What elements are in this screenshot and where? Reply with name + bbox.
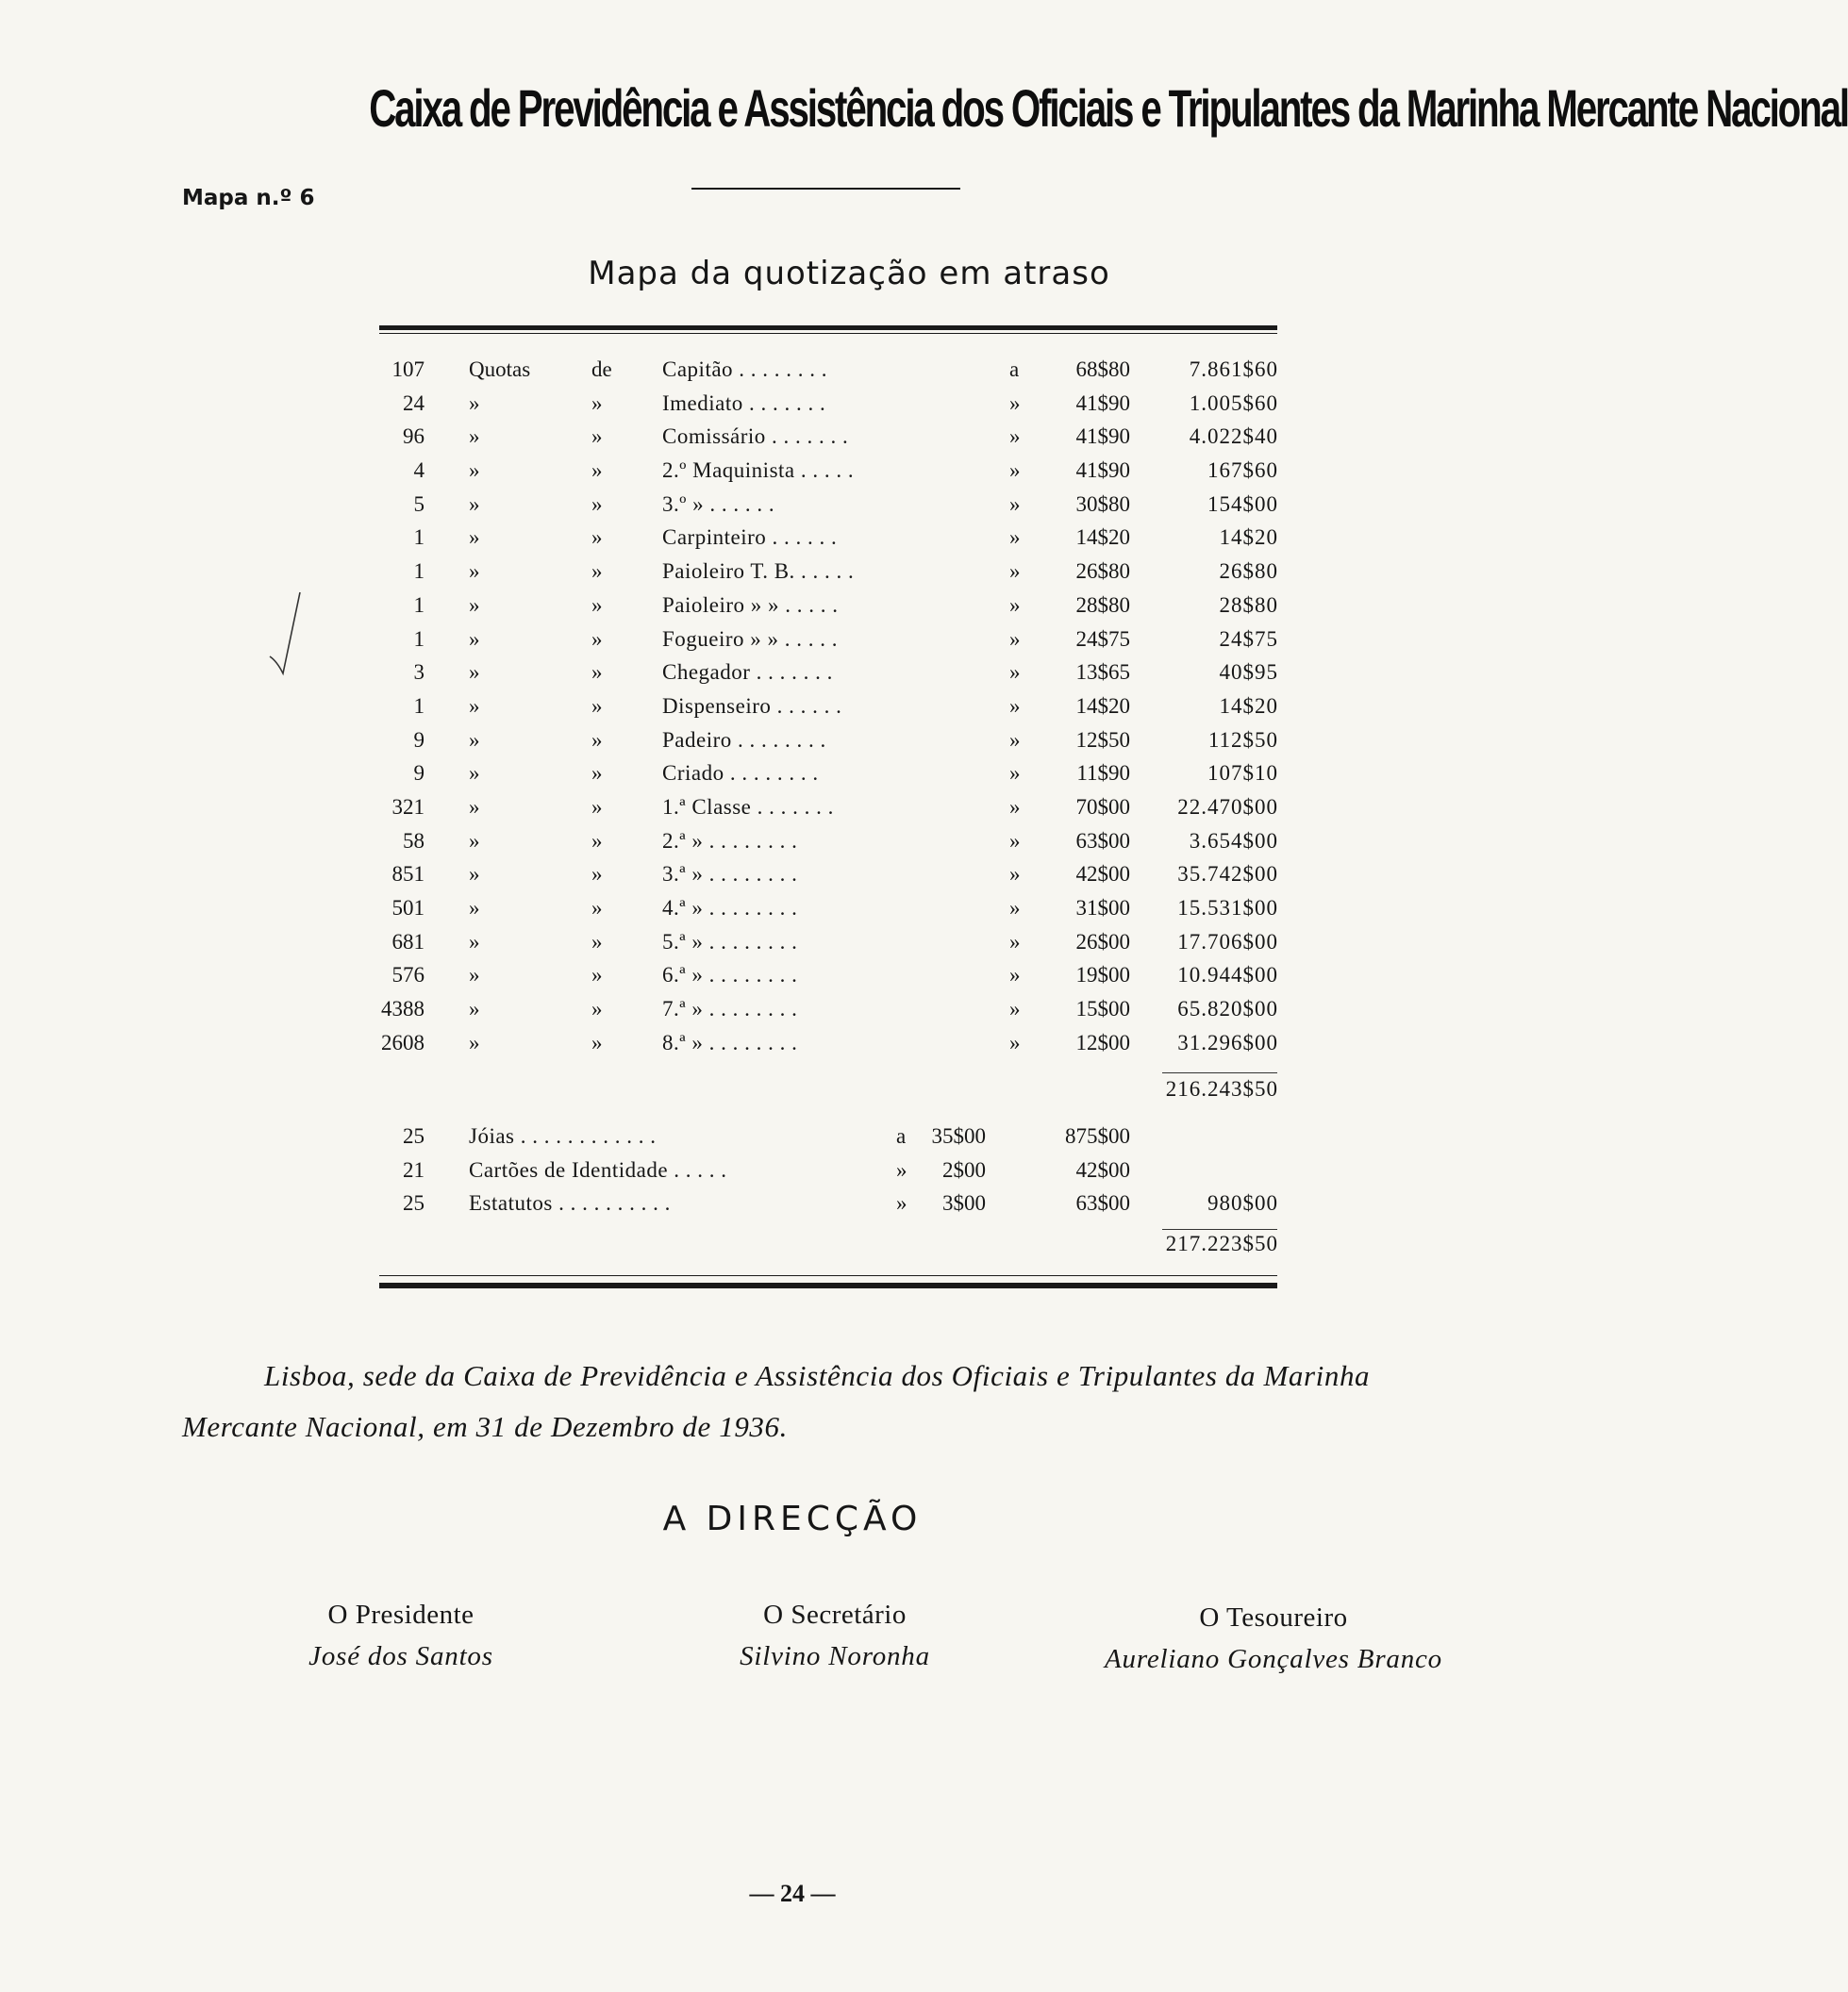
row-quotas: Quotas	[469, 357, 531, 381]
table-top-thin-rule	[379, 333, 1277, 334]
row-a: »	[1009, 997, 1021, 1021]
row-a: »	[1009, 693, 1021, 718]
row-de: »	[591, 794, 603, 819]
row-rate: 14$20	[1075, 525, 1130, 550]
row-rate: 41$90	[1075, 390, 1130, 415]
row-a: »	[1009, 525, 1021, 550]
row-rate: 12$00	[1075, 1030, 1130, 1054]
row-rate: 68$80	[1075, 357, 1130, 381]
row-a: »	[896, 1191, 907, 1216]
signatory-role: O Presidente	[327, 1600, 474, 1630]
row-rate: 41$90	[1075, 458, 1130, 483]
row-total: 4.022$40	[1189, 424, 1278, 449]
row-a: »	[1009, 660, 1021, 685]
row-total: 14$20	[1219, 693, 1278, 718]
row-de: »	[591, 963, 603, 988]
row-quantity: 681	[391, 929, 425, 954]
row-quotas: »	[469, 660, 480, 685]
row-quantity: 1	[413, 592, 425, 617]
row-category: 6.ª » . . . . . . . .	[662, 963, 798, 988]
row-a: »	[1009, 929, 1021, 954]
row-category: 8.ª » . . . . . . . .	[662, 1030, 798, 1054]
table-row	[0, 689, 1585, 723]
row-amount: 42$00	[1075, 1157, 1130, 1182]
row-de: »	[591, 660, 603, 685]
table-row	[0, 1120, 1585, 1154]
row-total: 10.944$00	[1177, 963, 1278, 988]
table-bottom-thin-rule	[379, 1275, 1277, 1276]
row-a: »	[1009, 458, 1021, 483]
signatory-name: Silvino Noronha	[740, 1641, 930, 1671]
row-a: »	[1009, 626, 1021, 651]
row-total: 17.706$00	[1177, 929, 1278, 954]
row-category: Carpinteiro . . . . . .	[662, 525, 838, 550]
row-quotas: »	[469, 458, 480, 483]
row-quotas: »	[469, 794, 480, 819]
row-de: »	[591, 727, 603, 752]
row-category: Paioleiro » » . . . . .	[662, 592, 839, 617]
table-top-rule	[379, 325, 1277, 330]
header-divider	[691, 188, 960, 190]
quota-table	[0, 353, 1585, 1059]
row-quotas: »	[469, 559, 480, 584]
row-a: »	[1009, 390, 1021, 415]
row-quotas: »	[469, 896, 480, 920]
row-rate: 41$90	[1075, 424, 1130, 449]
row-quotas: »	[469, 1030, 480, 1054]
row-total: 112$50	[1207, 727, 1278, 752]
row-a: »	[896, 1157, 907, 1182]
row-quantity: 107	[391, 357, 425, 381]
row-a: »	[1009, 896, 1021, 920]
row-quantity: 9	[413, 727, 425, 752]
row-a: a	[896, 1124, 907, 1148]
row-de: »	[591, 424, 603, 449]
row-total: 26$80	[1219, 559, 1278, 584]
row-quantity: 21	[403, 1157, 425, 1182]
table-row	[0, 555, 1585, 589]
row-rate: 2$00	[942, 1157, 986, 1182]
signatory-treasurer	[1066, 1597, 1481, 1680]
table-row	[0, 1026, 1585, 1060]
row-total: 15.531$00	[1177, 896, 1278, 920]
table-row	[0, 723, 1585, 757]
row-a: a	[1009, 357, 1020, 381]
row-quantity: 501	[391, 896, 425, 920]
row-quotas: »	[469, 424, 480, 449]
row-quantity: 4	[413, 458, 425, 483]
row-category: 2.º Maquinista . . . . .	[662, 458, 855, 483]
row-quantity: 851	[391, 862, 425, 887]
table-row	[0, 622, 1585, 656]
row-total: 65.820$00	[1177, 997, 1278, 1021]
table-row	[0, 454, 1585, 488]
row-quantity: 1	[413, 525, 425, 550]
row-a: »	[1009, 963, 1021, 988]
row-de: »	[591, 458, 603, 483]
row-quantity: 1	[413, 693, 425, 718]
row-quotas: »	[469, 626, 480, 651]
row-quotas: »	[469, 862, 480, 887]
signatory-secretary	[679, 1594, 991, 1677]
signatory-role: O Tesoureiro	[1199, 1602, 1348, 1633]
row-de: »	[591, 390, 603, 415]
row-rate: 15$00	[1075, 997, 1130, 1021]
signatory-president	[245, 1594, 557, 1677]
row-de: »	[591, 693, 603, 718]
table-row	[0, 387, 1585, 421]
table-row	[0, 958, 1585, 992]
row-de: »	[591, 862, 603, 887]
row-quantity: 1	[413, 626, 425, 651]
row-rate: 11$90	[1076, 761, 1130, 786]
row-quotas: »	[469, 491, 480, 516]
row-a: »	[1009, 761, 1021, 786]
table-title: Mapa da quotização em atraso	[588, 255, 1110, 292]
row-total: 3.654$00	[1189, 828, 1278, 853]
row-total: 24$75	[1219, 626, 1278, 651]
row-quantity: 96	[403, 424, 425, 449]
row-category: Paioleiro T. B. . . . . .	[662, 559, 855, 584]
row-de: »	[591, 626, 603, 651]
row-de: »	[591, 592, 603, 617]
table-row	[0, 824, 1585, 858]
row-label: Cartões de Identidade . . . . .	[469, 1157, 727, 1182]
row-rate: 24$75	[1075, 626, 1130, 651]
row-quotas: »	[469, 761, 480, 786]
row-de: »	[591, 761, 603, 786]
row-amount: 63$00	[1075, 1191, 1130, 1216]
row-quantity: 4388	[381, 997, 425, 1021]
row-de: »	[591, 559, 603, 584]
table-row	[0, 925, 1585, 959]
row-de: »	[591, 929, 603, 954]
row-category: Criado . . . . . . . .	[662, 761, 819, 786]
row-quotas: »	[469, 963, 480, 988]
signatory-role: O Secretário	[763, 1600, 907, 1630]
row-quantity: 321	[391, 794, 425, 819]
row-a: »	[1009, 862, 1021, 887]
table-row	[0, 756, 1585, 790]
row-a: »	[1009, 828, 1021, 853]
row-quotas: »	[469, 525, 480, 550]
row-quantity: 576	[391, 963, 425, 988]
table-row	[0, 521, 1585, 555]
row-category: Dispenseiro . . . . . .	[662, 693, 842, 718]
direction-heading: A DIRECÇÃO	[662, 1500, 923, 1538]
row-total: 22.470$00	[1177, 794, 1278, 819]
row-rate: 28$80	[1075, 592, 1130, 617]
closing-paragraph: Lisboa, sede da Caixa de Previdência e Assistência dos Oficiais e Tripulantes da Marinha Mercante Nacional, em 31 de Dezembro de 1936.	[182, 1359, 1371, 1443]
row-de: »	[591, 1030, 603, 1054]
table-row	[0, 857, 1585, 891]
row-rate: 31$00	[1075, 896, 1130, 920]
quota-subtotal: 216.243$50	[1165, 1077, 1278, 1101]
row-quantity: 5	[413, 491, 425, 516]
row-category: 7.ª » . . . . . . . .	[662, 997, 798, 1021]
row-category: 4.ª » . . . . . . . .	[662, 896, 798, 920]
row-de: »	[591, 828, 603, 853]
table-bottom-rule	[379, 1283, 1277, 1288]
row-quantity: 24	[403, 390, 425, 415]
row-label: Jóias . . . . . . . . . . . .	[469, 1124, 657, 1148]
table-row	[0, 891, 1585, 925]
row-category: Padeiro . . . . . . . .	[662, 727, 826, 752]
row-total: 14$20	[1219, 525, 1278, 550]
row-total: 154$00	[1207, 491, 1278, 516]
row-a: »	[1009, 1030, 1021, 1054]
row-quantity: 2608	[381, 1030, 425, 1054]
row-rate: 26$00	[1075, 929, 1130, 954]
row-category: Capitão . . . . . . . .	[662, 357, 828, 381]
table-row	[0, 420, 1585, 454]
row-quantity: 9	[413, 761, 425, 786]
table-row	[0, 1154, 1585, 1187]
row-total: 31.296$00	[1177, 1030, 1278, 1054]
row-de: de	[591, 357, 612, 381]
signatory-name: Aureliano Gonçalves Branco	[1105, 1644, 1442, 1674]
page-number: — 24 —	[749, 1880, 836, 1907]
row-rate: 30$80	[1075, 491, 1130, 516]
row-category: Fogueiro » » . . . . .	[662, 626, 839, 651]
row-total: 980$00	[1207, 1191, 1278, 1216]
row-quotas: »	[469, 390, 480, 415]
row-total: 107$10	[1207, 761, 1278, 786]
map-number: Mapa n.º 6	[182, 186, 315, 210]
row-category: Comissário . . . . . . .	[662, 424, 849, 449]
grand-total-rule	[1162, 1229, 1277, 1230]
table-row	[0, 488, 1585, 522]
row-category: 3.º » . . . . . .	[662, 491, 775, 516]
row-de: »	[591, 525, 603, 550]
table-row	[0, 1187, 1585, 1220]
row-total: 7.861$60	[1189, 357, 1278, 381]
row-label: Estatutos . . . . . . . . . .	[469, 1191, 671, 1216]
row-quotas: »	[469, 929, 480, 954]
row-category: Imediato . . . . . . .	[662, 390, 826, 415]
extras-table	[0, 1120, 1585, 1220]
row-quotas: »	[469, 693, 480, 718]
row-quotas: »	[469, 592, 480, 617]
grand-total: 217.223$50	[1165, 1232, 1278, 1255]
row-a: »	[1009, 559, 1021, 584]
table-row	[0, 353, 1585, 387]
row-quotas: »	[469, 727, 480, 752]
row-rate: 42$00	[1075, 862, 1130, 887]
row-rate: 3$00	[942, 1191, 986, 1216]
row-quantity: 25	[403, 1191, 425, 1216]
row-de: »	[591, 896, 603, 920]
row-a: »	[1009, 794, 1021, 819]
row-amount: 875$00	[1065, 1124, 1130, 1148]
table-row	[0, 589, 1585, 622]
row-category: 3.ª » . . . . . . . .	[662, 862, 798, 887]
table-row	[0, 992, 1585, 1026]
row-quotas: »	[469, 828, 480, 853]
row-total: 40$95	[1219, 660, 1278, 685]
row-rate: 70$00	[1075, 794, 1130, 819]
row-quotas: »	[469, 997, 480, 1021]
row-a: »	[1009, 592, 1021, 617]
row-category: 5.ª » . . . . . . . .	[662, 929, 798, 954]
row-quantity: 1	[413, 559, 425, 584]
row-de: »	[591, 997, 603, 1021]
row-quantity: 25	[403, 1124, 425, 1148]
row-rate: 12$50	[1075, 727, 1130, 752]
table-row	[0, 790, 1585, 824]
row-total: 28$80	[1219, 592, 1278, 617]
table-row	[0, 656, 1585, 689]
row-rate: 26$80	[1075, 559, 1130, 584]
row-de: »	[591, 491, 603, 516]
row-total: 167$60	[1207, 458, 1278, 483]
row-rate: 63$00	[1075, 828, 1130, 853]
row-category: 2.ª » . . . . . . . .	[662, 828, 798, 853]
row-a: »	[1009, 727, 1021, 752]
signatory-name: José dos Santos	[308, 1641, 493, 1671]
row-rate: 35$00	[931, 1124, 986, 1148]
subtotal-rule	[1162, 1072, 1277, 1073]
row-quantity: 58	[403, 828, 425, 853]
row-a: »	[1009, 491, 1021, 516]
row-quantity: 3	[413, 660, 425, 685]
row-rate: 14$20	[1075, 693, 1130, 718]
row-total: 1.005$60	[1189, 390, 1278, 415]
row-rate: 13$65	[1075, 660, 1130, 685]
row-a: »	[1009, 424, 1021, 449]
row-category: 1.ª Classe . . . . . . .	[662, 794, 834, 819]
row-total: 35.742$00	[1177, 862, 1278, 887]
document-title: Caixa de Previdência e Assistência dos Oficiais e Tripulantes da Marinha Mercante Nacional	[369, 78, 1848, 138]
row-rate: 19$00	[1075, 963, 1130, 988]
row-category: Chegador . . . . . . .	[662, 660, 833, 685]
